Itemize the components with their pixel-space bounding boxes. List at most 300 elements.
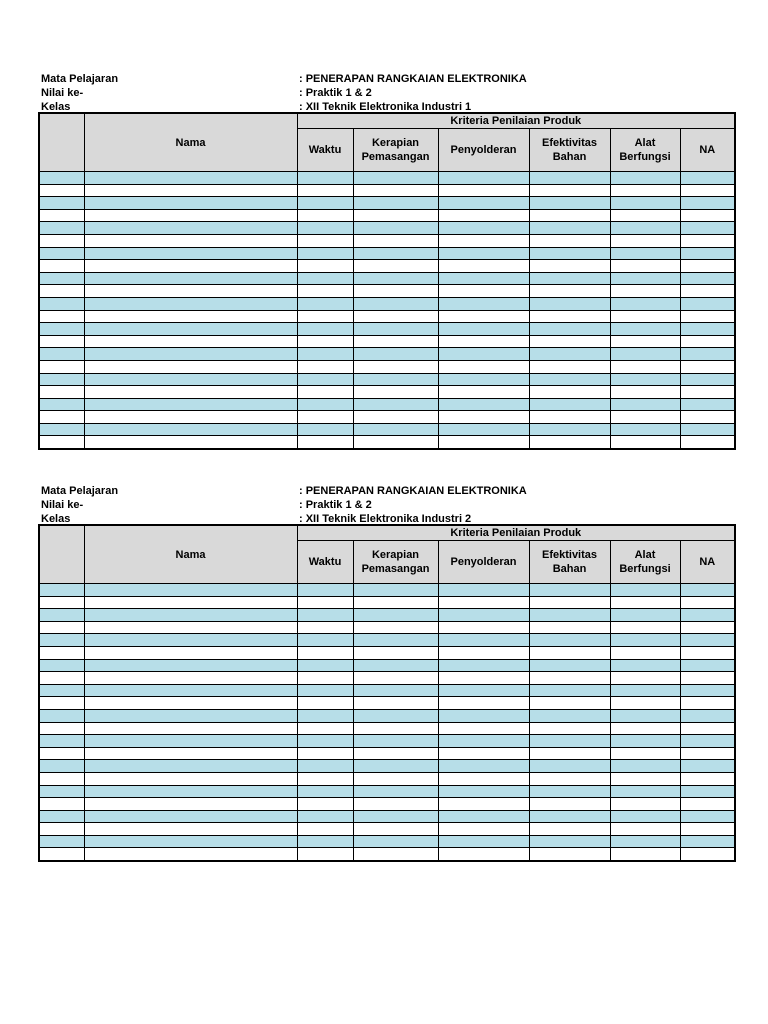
table-cell[interactable] — [680, 659, 735, 672]
table-cell[interactable] — [680, 247, 735, 260]
table-cell[interactable] — [438, 609, 529, 622]
table-cell[interactable] — [353, 722, 438, 735]
table-cell[interactable] — [297, 247, 353, 260]
table-cell[interactable] — [529, 735, 610, 748]
table-cell[interactable] — [84, 423, 297, 436]
table-cell[interactable] — [610, 634, 680, 647]
table-cell[interactable] — [39, 386, 84, 399]
table-cell[interactable] — [438, 810, 529, 823]
table-cell[interactable] — [297, 810, 353, 823]
table-cell[interactable] — [297, 260, 353, 273]
table-cell[interactable] — [39, 621, 84, 634]
table-cell[interactable] — [84, 172, 297, 185]
table-cell[interactable] — [610, 785, 680, 798]
table-cell[interactable] — [438, 411, 529, 424]
table-cell[interactable] — [39, 285, 84, 298]
table-cell[interactable] — [353, 596, 438, 609]
table-cell[interactable] — [353, 634, 438, 647]
table-cell[interactable] — [680, 609, 735, 622]
table-cell[interactable] — [353, 697, 438, 710]
table-cell[interactable] — [610, 772, 680, 785]
table-cell[interactable] — [297, 747, 353, 760]
table-cell[interactable] — [610, 798, 680, 811]
table-cell[interactable] — [438, 172, 529, 185]
table-cell[interactable] — [610, 234, 680, 247]
table-cell[interactable] — [610, 646, 680, 659]
table-cell[interactable] — [84, 709, 297, 722]
table-cell[interactable] — [353, 285, 438, 298]
table-cell[interactable] — [680, 760, 735, 773]
table-cell[interactable] — [529, 697, 610, 710]
table-cell[interactable] — [529, 848, 610, 861]
table-cell[interactable] — [680, 222, 735, 235]
table-cell[interactable] — [680, 798, 735, 811]
table-cell[interactable] — [297, 310, 353, 323]
table-cell[interactable] — [529, 609, 610, 622]
table-cell[interactable] — [610, 348, 680, 361]
table-cell[interactable] — [438, 335, 529, 348]
table-cell[interactable] — [438, 835, 529, 848]
table-cell[interactable] — [84, 323, 297, 336]
table-cell[interactable] — [353, 646, 438, 659]
table-cell[interactable] — [680, 772, 735, 785]
table-cell[interactable] — [529, 222, 610, 235]
table-cell[interactable] — [438, 697, 529, 710]
table-cell[interactable] — [84, 785, 297, 798]
table-cell[interactable] — [39, 234, 84, 247]
table-cell[interactable] — [610, 596, 680, 609]
table-cell[interactable] — [680, 596, 735, 609]
table-cell[interactable] — [297, 722, 353, 735]
table-cell[interactable] — [438, 709, 529, 722]
table-cell[interactable] — [529, 297, 610, 310]
table-cell[interactable] — [529, 335, 610, 348]
table-cell[interactable] — [297, 609, 353, 622]
table-cell[interactable] — [353, 297, 438, 310]
table-cell[interactable] — [297, 684, 353, 697]
table-cell[interactable] — [353, 234, 438, 247]
table-cell[interactable] — [39, 684, 84, 697]
table-cell[interactable] — [297, 172, 353, 185]
table-cell[interactable] — [680, 348, 735, 361]
table-cell[interactable] — [610, 386, 680, 399]
table-cell[interactable] — [438, 621, 529, 634]
table-cell[interactable] — [529, 634, 610, 647]
table-cell[interactable] — [297, 584, 353, 597]
table-cell[interactable] — [529, 172, 610, 185]
table-cell[interactable] — [438, 272, 529, 285]
table-cell[interactable] — [84, 747, 297, 760]
table-cell[interactable] — [680, 709, 735, 722]
table-cell[interactable] — [610, 609, 680, 622]
table-cell[interactable] — [610, 260, 680, 273]
table-cell[interactable] — [610, 373, 680, 386]
table-cell[interactable] — [297, 735, 353, 748]
table-cell[interactable] — [529, 209, 610, 222]
table-cell[interactable] — [84, 272, 297, 285]
table-cell[interactable] — [84, 234, 297, 247]
table-cell[interactable] — [438, 209, 529, 222]
table-cell[interactable] — [84, 735, 297, 748]
table-cell[interactable] — [610, 197, 680, 210]
table-cell[interactable] — [680, 297, 735, 310]
table-cell[interactable] — [529, 423, 610, 436]
table-cell[interactable] — [680, 209, 735, 222]
table-cell[interactable] — [529, 659, 610, 672]
table-cell[interactable] — [610, 735, 680, 748]
table-cell[interactable] — [297, 335, 353, 348]
table-cell[interactable] — [610, 222, 680, 235]
table-cell[interactable] — [680, 697, 735, 710]
table-cell[interactable] — [610, 423, 680, 436]
table-cell[interactable] — [84, 609, 297, 622]
table-cell[interactable] — [529, 310, 610, 323]
table-cell[interactable] — [529, 398, 610, 411]
table-cell[interactable] — [297, 772, 353, 785]
table-cell[interactable] — [680, 646, 735, 659]
table-cell[interactable] — [680, 747, 735, 760]
table-cell[interactable] — [353, 272, 438, 285]
table-cell[interactable] — [39, 260, 84, 273]
table-cell[interactable] — [438, 684, 529, 697]
table-cell[interactable] — [353, 184, 438, 197]
table-cell[interactable] — [438, 297, 529, 310]
table-cell[interactable] — [84, 798, 297, 811]
table-cell[interactable] — [353, 810, 438, 823]
table-cell[interactable] — [438, 584, 529, 597]
table-cell[interactable] — [438, 848, 529, 861]
table-cell[interactable] — [84, 672, 297, 685]
table-cell[interactable] — [297, 285, 353, 298]
table-cell[interactable] — [39, 609, 84, 622]
table-cell[interactable] — [39, 272, 84, 285]
table-cell[interactable] — [297, 222, 353, 235]
table-cell[interactable] — [84, 684, 297, 697]
table-cell[interactable] — [39, 760, 84, 773]
table-cell[interactable] — [84, 659, 297, 672]
table-cell[interactable] — [610, 360, 680, 373]
table-cell[interactable] — [680, 722, 735, 735]
table-cell[interactable] — [438, 285, 529, 298]
table-cell[interactable] — [297, 423, 353, 436]
table-cell[interactable] — [84, 348, 297, 361]
table-cell[interactable] — [438, 596, 529, 609]
table-cell[interactable] — [297, 697, 353, 710]
table-cell[interactable] — [297, 596, 353, 609]
table-cell[interactable] — [84, 823, 297, 836]
table-cell[interactable] — [39, 634, 84, 647]
table-cell[interactable] — [353, 684, 438, 697]
table-cell[interactable] — [680, 785, 735, 798]
table-cell[interactable] — [438, 373, 529, 386]
table-cell[interactable] — [610, 747, 680, 760]
table-cell[interactable] — [680, 172, 735, 185]
table-cell[interactable] — [680, 621, 735, 634]
table-cell[interactable] — [353, 260, 438, 273]
table-cell[interactable] — [297, 209, 353, 222]
table-cell[interactable] — [529, 234, 610, 247]
table-cell[interactable] — [353, 609, 438, 622]
table-cell[interactable] — [39, 735, 84, 748]
table-cell[interactable] — [84, 596, 297, 609]
table-cell[interactable] — [353, 848, 438, 861]
table-cell[interactable] — [610, 584, 680, 597]
table-cell[interactable] — [84, 722, 297, 735]
table-cell[interactable] — [680, 272, 735, 285]
table-cell[interactable] — [353, 373, 438, 386]
table-cell[interactable] — [610, 285, 680, 298]
table-cell[interactable] — [680, 360, 735, 373]
table-cell[interactable] — [39, 772, 84, 785]
table-cell[interactable] — [297, 760, 353, 773]
table-cell[interactable] — [39, 423, 84, 436]
table-cell[interactable] — [610, 835, 680, 848]
table-cell[interactable] — [610, 209, 680, 222]
table-cell[interactable] — [610, 697, 680, 710]
table-cell[interactable] — [529, 386, 610, 399]
table-cell[interactable] — [438, 760, 529, 773]
table-cell[interactable] — [529, 747, 610, 760]
table-cell[interactable] — [438, 747, 529, 760]
table-cell[interactable] — [84, 297, 297, 310]
table-cell[interactable] — [39, 646, 84, 659]
table-cell[interactable] — [297, 297, 353, 310]
table-cell[interactable] — [297, 646, 353, 659]
table-cell[interactable] — [529, 672, 610, 685]
table-cell[interactable] — [84, 260, 297, 273]
table-cell[interactable] — [39, 823, 84, 836]
table-cell[interactable] — [438, 659, 529, 672]
table-cell[interactable] — [529, 184, 610, 197]
table-cell[interactable] — [353, 621, 438, 634]
table-cell[interactable] — [438, 386, 529, 399]
table-cell[interactable] — [610, 672, 680, 685]
table-cell[interactable] — [353, 659, 438, 672]
table-cell[interactable] — [297, 798, 353, 811]
table-cell[interactable] — [84, 646, 297, 659]
table-cell[interactable] — [297, 184, 353, 197]
table-cell[interactable] — [84, 197, 297, 210]
table-cell[interactable] — [438, 184, 529, 197]
table-cell[interactable] — [353, 197, 438, 210]
table-cell[interactable] — [610, 184, 680, 197]
table-cell[interactable] — [84, 398, 297, 411]
table-cell[interactable] — [680, 672, 735, 685]
table-cell[interactable] — [39, 335, 84, 348]
table-cell[interactable] — [84, 760, 297, 773]
table-cell[interactable] — [529, 684, 610, 697]
table-cell[interactable] — [39, 596, 84, 609]
table-cell[interactable] — [39, 247, 84, 260]
table-cell[interactable] — [84, 386, 297, 399]
table-cell[interactable] — [610, 323, 680, 336]
table-cell[interactable] — [297, 411, 353, 424]
table-cell[interactable] — [680, 411, 735, 424]
table-cell[interactable] — [529, 197, 610, 210]
table-cell[interactable] — [529, 823, 610, 836]
table-cell[interactable] — [297, 659, 353, 672]
table-cell[interactable] — [39, 360, 84, 373]
table-cell[interactable] — [353, 672, 438, 685]
table-cell[interactable] — [529, 760, 610, 773]
table-cell[interactable] — [610, 709, 680, 722]
table-cell[interactable] — [438, 247, 529, 260]
table-cell[interactable] — [529, 584, 610, 597]
table-cell[interactable] — [610, 659, 680, 672]
table-cell[interactable] — [84, 209, 297, 222]
table-cell[interactable] — [529, 810, 610, 823]
table-cell[interactable] — [353, 360, 438, 373]
table-cell[interactable] — [84, 285, 297, 298]
table-cell[interactable] — [438, 234, 529, 247]
table-cell[interactable] — [680, 810, 735, 823]
table-cell[interactable] — [529, 709, 610, 722]
table-cell[interactable] — [84, 810, 297, 823]
table-cell[interactable] — [84, 247, 297, 260]
table-cell[interactable] — [353, 310, 438, 323]
table-cell[interactable] — [610, 760, 680, 773]
table-cell[interactable] — [438, 398, 529, 411]
table-cell[interactable] — [610, 848, 680, 861]
table-cell[interactable] — [84, 621, 297, 634]
table-cell[interactable] — [353, 386, 438, 399]
table-cell[interactable] — [438, 772, 529, 785]
table-cell[interactable] — [353, 222, 438, 235]
table-cell[interactable] — [680, 423, 735, 436]
table-cell[interactable] — [680, 848, 735, 861]
table-cell[interactable] — [529, 596, 610, 609]
table-cell[interactable] — [680, 735, 735, 748]
table-cell[interactable] — [680, 584, 735, 597]
table-cell[interactable] — [297, 634, 353, 647]
table-cell[interactable] — [353, 709, 438, 722]
table-cell[interactable] — [84, 634, 297, 647]
table-cell[interactable] — [84, 222, 297, 235]
table-cell[interactable] — [353, 436, 438, 449]
table-cell[interactable] — [297, 272, 353, 285]
table-cell[interactable] — [529, 436, 610, 449]
table-cell[interactable] — [529, 772, 610, 785]
table-cell[interactable] — [438, 260, 529, 273]
table-cell[interactable] — [438, 823, 529, 836]
table-cell[interactable] — [84, 584, 297, 597]
table-cell[interactable] — [39, 172, 84, 185]
table-cell[interactable] — [39, 209, 84, 222]
table-cell[interactable] — [529, 260, 610, 273]
table-cell[interactable] — [39, 398, 84, 411]
table-cell[interactable] — [39, 659, 84, 672]
table-cell[interactable] — [297, 373, 353, 386]
table-cell[interactable] — [680, 260, 735, 273]
table-cell[interactable] — [39, 848, 84, 861]
table-cell[interactable] — [297, 823, 353, 836]
table-cell[interactable] — [438, 735, 529, 748]
table-cell[interactable] — [84, 184, 297, 197]
table-cell[interactable] — [353, 747, 438, 760]
table-cell[interactable] — [438, 722, 529, 735]
table-cell[interactable] — [438, 798, 529, 811]
table-cell[interactable] — [438, 646, 529, 659]
table-cell[interactable] — [680, 386, 735, 399]
table-cell[interactable] — [680, 835, 735, 848]
table-cell[interactable] — [610, 436, 680, 449]
table-cell[interactable] — [438, 222, 529, 235]
table-cell[interactable] — [529, 272, 610, 285]
table-cell[interactable] — [610, 398, 680, 411]
table-cell[interactable] — [39, 697, 84, 710]
table-cell[interactable] — [529, 360, 610, 373]
table-cell[interactable] — [438, 310, 529, 323]
table-cell[interactable] — [353, 411, 438, 424]
table-cell[interactable] — [353, 423, 438, 436]
table-cell[interactable] — [610, 411, 680, 424]
table-cell[interactable] — [610, 272, 680, 285]
table-cell[interactable] — [39, 310, 84, 323]
table-cell[interactable] — [84, 411, 297, 424]
table-cell[interactable] — [297, 323, 353, 336]
table-cell[interactable] — [610, 810, 680, 823]
table-cell[interactable] — [353, 209, 438, 222]
table-cell[interactable] — [39, 222, 84, 235]
table-cell[interactable] — [529, 411, 610, 424]
table-cell[interactable] — [680, 373, 735, 386]
table-cell[interactable] — [438, 348, 529, 361]
table-cell[interactable] — [353, 335, 438, 348]
table-cell[interactable] — [529, 285, 610, 298]
table-cell[interactable] — [438, 323, 529, 336]
table-cell[interactable] — [297, 348, 353, 361]
table-cell[interactable] — [39, 373, 84, 386]
table-cell[interactable] — [353, 247, 438, 260]
table-cell[interactable] — [610, 335, 680, 348]
table-cell[interactable] — [680, 335, 735, 348]
table-cell[interactable] — [353, 323, 438, 336]
table-cell[interactable] — [529, 373, 610, 386]
table-cell[interactable] — [529, 323, 610, 336]
table-cell[interactable] — [297, 621, 353, 634]
table-cell[interactable] — [39, 672, 84, 685]
table-cell[interactable] — [610, 297, 680, 310]
table-cell[interactable] — [438, 423, 529, 436]
table-cell[interactable] — [84, 848, 297, 861]
table-cell[interactable] — [680, 823, 735, 836]
table-cell[interactable] — [529, 722, 610, 735]
table-cell[interactable] — [39, 411, 84, 424]
table-cell[interactable] — [438, 785, 529, 798]
table-cell[interactable] — [353, 398, 438, 411]
table-cell[interactable] — [438, 672, 529, 685]
table-cell[interactable] — [529, 785, 610, 798]
table-cell[interactable] — [39, 722, 84, 735]
table-cell[interactable] — [610, 172, 680, 185]
table-cell[interactable] — [680, 634, 735, 647]
table-cell[interactable] — [680, 310, 735, 323]
table-cell[interactable] — [39, 747, 84, 760]
table-cell[interactable] — [529, 835, 610, 848]
table-cell[interactable] — [353, 785, 438, 798]
table-cell[interactable] — [438, 436, 529, 449]
table-cell[interactable] — [610, 247, 680, 260]
table-cell[interactable] — [297, 386, 353, 399]
table-cell[interactable] — [353, 348, 438, 361]
table-cell[interactable] — [353, 835, 438, 848]
table-cell[interactable] — [84, 373, 297, 386]
table-cell[interactable] — [680, 285, 735, 298]
table-cell[interactable] — [680, 234, 735, 247]
table-cell[interactable] — [610, 823, 680, 836]
table-cell[interactable] — [297, 398, 353, 411]
table-cell[interactable] — [680, 323, 735, 336]
